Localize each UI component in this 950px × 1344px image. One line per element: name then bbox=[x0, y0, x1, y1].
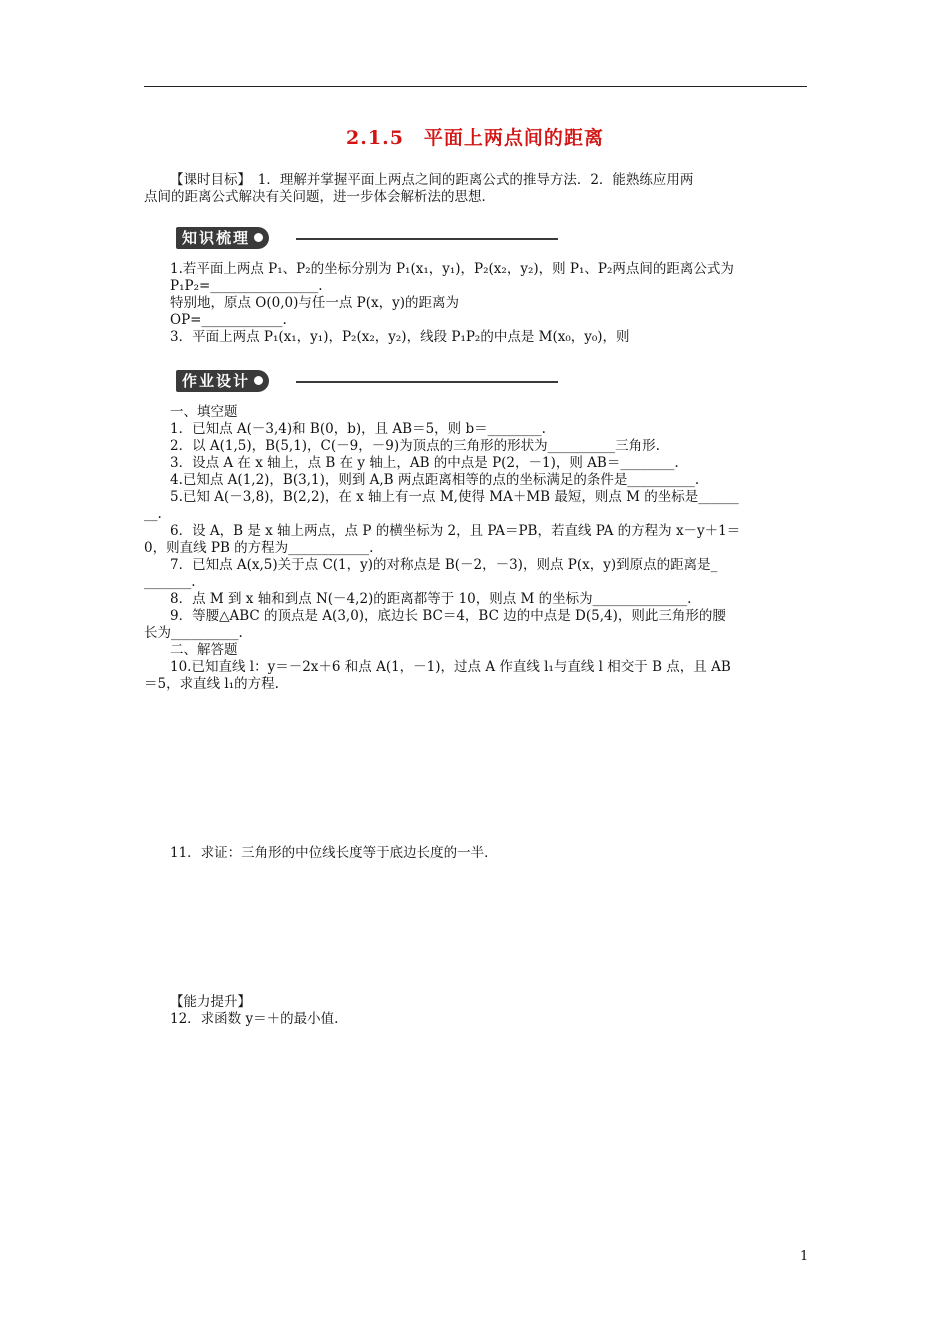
question-2: 2．以 A(1,5)，B(5,1)，C(－9，－9)为顶点的三角形的形状为__________三角形. bbox=[170, 438, 660, 454]
bullet-dot-icon bbox=[254, 376, 263, 385]
section-rule bbox=[296, 238, 558, 240]
page-title: 2.1.5 平面上两点间的距离 bbox=[346, 127, 604, 149]
section-badge-label: 作业设计 bbox=[182, 372, 251, 390]
question-3: 3．设点 A 在 x 轴上，点 B 在 y 轴上，AB 的中点是 P(2，－1)，则 AB＝________. bbox=[170, 455, 679, 471]
question-7-cont: _______. bbox=[144, 574, 196, 590]
question-4: 4.已知点 A(1,2)，B(3,1)，则到 A,B 两点距离相等的点的坐标满足的条件是__________. bbox=[170, 472, 700, 488]
section-badge-label: 知识梳理 bbox=[182, 229, 251, 247]
fill-title: 一、填空题 bbox=[170, 404, 238, 420]
section-badge-knowledge bbox=[176, 227, 269, 249]
objective-line-1: 【课时目标】 1．理解并掌握平面上两点之间的距离公式的推导方法．2．能熟练应用两 bbox=[170, 172, 694, 188]
question-9-cont: 长为__________. bbox=[144, 625, 243, 641]
knowledge-line-4: OP=____________. bbox=[170, 312, 287, 328]
question-7: 7．已知点 A(x,5)关于点 C(1，y)的对称点是 B(－2，－3)，则点 P(x，y)到原点的距离是_ bbox=[170, 557, 718, 573]
solve-title: 二、解答题 bbox=[170, 642, 238, 658]
question-10: 10.已知直线 l：y＝－2x＋6 和点 A(1，－1)，过点 A 作直线 l₁与直线 l 相交于 B 点，且 AB bbox=[170, 659, 731, 675]
question-12: 12．求函数 y＝＋的最小值. bbox=[170, 1011, 339, 1027]
question-5-cont: __. bbox=[144, 506, 162, 522]
ability-title: 【能力提升】 bbox=[170, 994, 251, 1010]
knowledge-line-1: 1.若平面上两点 P₁、P₂的坐标分别为 P₁(x₁，y₁)，P₂(x₂，y₂)，则 P₁、P₂两点间的距离公式为 bbox=[170, 261, 734, 277]
question-1: 1．已知点 A(－3,4)和 B(0，b)，且 AB＝5，则 b＝________. bbox=[170, 421, 546, 437]
knowledge-line-2: P₁P₂=________________. bbox=[170, 278, 323, 294]
section-rule bbox=[296, 381, 558, 383]
bullet-dot-icon bbox=[254, 233, 263, 242]
question-5: 5.已知 A(－3,8)，B(2,2)，在 x 轴上有一点 M,使得 MA＋MB 最短，则点 M 的坐标是______ bbox=[170, 489, 739, 505]
page-number: 1 bbox=[800, 1249, 809, 1264]
objective-line-2: 点间的距离公式解决有关问题，进一步体会解析法的思想． bbox=[144, 189, 495, 205]
question-6: 6．设 A，B 是 x 轴上两点，点 P 的横坐标为 2，且 PA＝PB，若直线 PA 的方程为 x－y＋1＝ bbox=[170, 523, 741, 539]
question-6-cont: 0，则直线 PB 的方程为____________. bbox=[144, 540, 374, 556]
question-8: 8．点 M 到 x 轴和到点 N(－4,2)的距离都等于 10，则点 M 的坐标为______________. bbox=[170, 591, 692, 607]
section-badge-homework bbox=[176, 370, 269, 392]
header-rule bbox=[144, 86, 807, 87]
question-10-cont: ＝5，求直线 l₁的方程. bbox=[144, 676, 279, 692]
question-11: 11．求证：三角形的中位线长度等于底边长度的一半． bbox=[170, 845, 498, 861]
knowledge-line-3: 特别地，原点 O(0,0)与任一点 P(x，y)的距离为 bbox=[170, 295, 460, 311]
knowledge-line-5: 3．平面上两点 P₁(x₁，y₁)，P₂(x₂，y₂)，线段 P₁P₂的中点是 M(x₀，y₀)，则 bbox=[170, 329, 630, 345]
question-9: 9．等腰△ABC 的顶点是 A(3,0)，底边长 BC＝4，BC 边的中点是 D(5,4)，则此三角形的腰 bbox=[170, 608, 726, 624]
